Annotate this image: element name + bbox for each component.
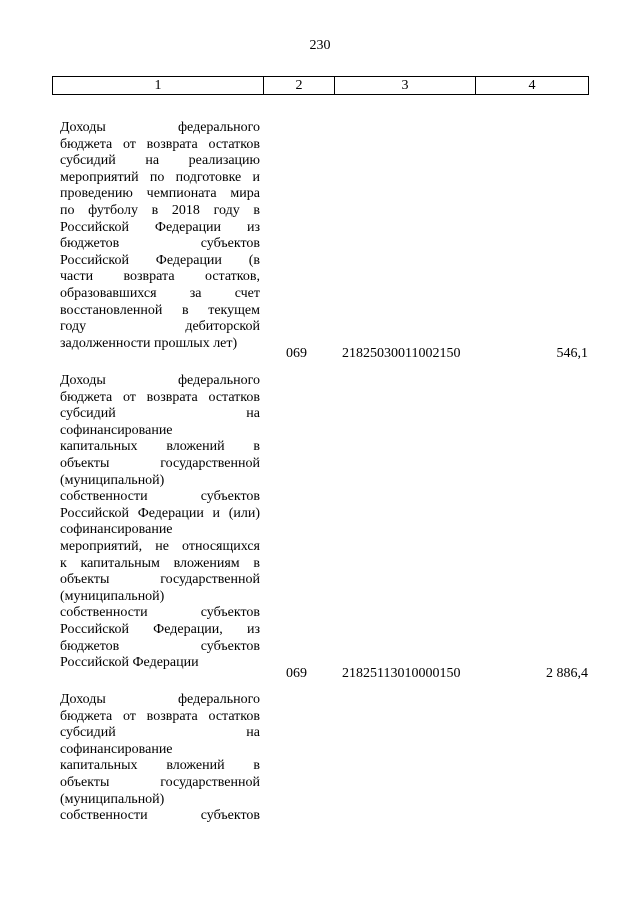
description-line: Российской Федерации из <box>60 219 260 235</box>
amount: 546,1 <box>556 346 588 361</box>
description-line: восстановленной в текущем <box>60 302 260 318</box>
column-header-4: 4 <box>476 77 589 95</box>
description-line: бюджета от возврата остатков <box>60 389 260 405</box>
description-line: капитальных вложений в <box>60 439 260 455</box>
admin-code: 069 <box>286 346 307 361</box>
description-line: Доходы федерального <box>60 692 260 707</box>
column-header-2: 2 <box>264 77 335 95</box>
description-line: проведению чемпионата мира <box>60 186 260 202</box>
description-line: Доходы федерального <box>60 373 260 388</box>
description-line: субсидий на реализацию <box>60 153 260 169</box>
description-line: мероприятий, не относящихся <box>60 538 260 554</box>
description-line: субсидий на <box>60 406 260 422</box>
description-line: бюджета от возврата остатков <box>60 708 260 724</box>
description-line: бюджетов субъектов <box>60 638 260 654</box>
amount: 2 886,4 <box>546 666 588 681</box>
budget-classification-code: 21825113010000150 <box>342 666 461 681</box>
description-line: по футболу в 2018 году в <box>60 202 260 218</box>
description-line: мероприятий по подготовке и <box>60 169 260 185</box>
admin-code: 069 <box>286 666 307 681</box>
description-line: (муниципальной) <box>60 791 165 807</box>
description-line: субсидий на <box>60 725 260 741</box>
description-line: Российской Федерации <box>60 655 199 671</box>
description-line: Российской Федерации и (или) <box>60 505 260 521</box>
description-line: объекты государственной <box>60 455 260 471</box>
column-header-table <box>52 76 589 95</box>
description-line: году дебиторской <box>60 319 260 335</box>
description-line: (муниципальной) <box>60 472 165 488</box>
column-header-1: 1 <box>53 77 264 95</box>
description-line: бюджетов субъектов <box>60 236 260 252</box>
description-line: собственности субъектов <box>60 605 260 621</box>
description-line: образовавшихся за счет <box>60 285 260 301</box>
description-line: задолженности прошлых лет) <box>60 335 238 351</box>
row-description <box>60 373 260 672</box>
description-line: Доходы федерального <box>60 120 260 135</box>
description-line: софинансирование <box>60 522 173 538</box>
description-line: софинансирование <box>60 422 173 438</box>
description-line: бюджета от возврата остатков <box>60 136 260 152</box>
description-line: к капитальным вложениям в <box>60 555 260 571</box>
row-description <box>60 120 260 352</box>
row-description <box>60 692 260 825</box>
description-line: собственности субъектов <box>60 489 260 505</box>
description-line: капитальных вложений в <box>60 758 260 774</box>
description-line: (муниципальной) <box>60 588 165 604</box>
description-line: собственности субъектов <box>60 808 260 824</box>
budget-classification-code: 21825030011002150 <box>342 346 461 361</box>
column-header-3: 3 <box>335 77 476 95</box>
description-line: объекты государственной <box>60 572 260 588</box>
description-line: Российской Федерации (в <box>60 252 260 268</box>
description-line: объекты государственной <box>60 774 260 790</box>
page-number: 230 <box>309 38 331 53</box>
description-line: части возврата остатков, <box>60 269 260 285</box>
description-line: Российской Федерации, из <box>60 621 260 637</box>
description-line: софинансирование <box>60 741 173 757</box>
